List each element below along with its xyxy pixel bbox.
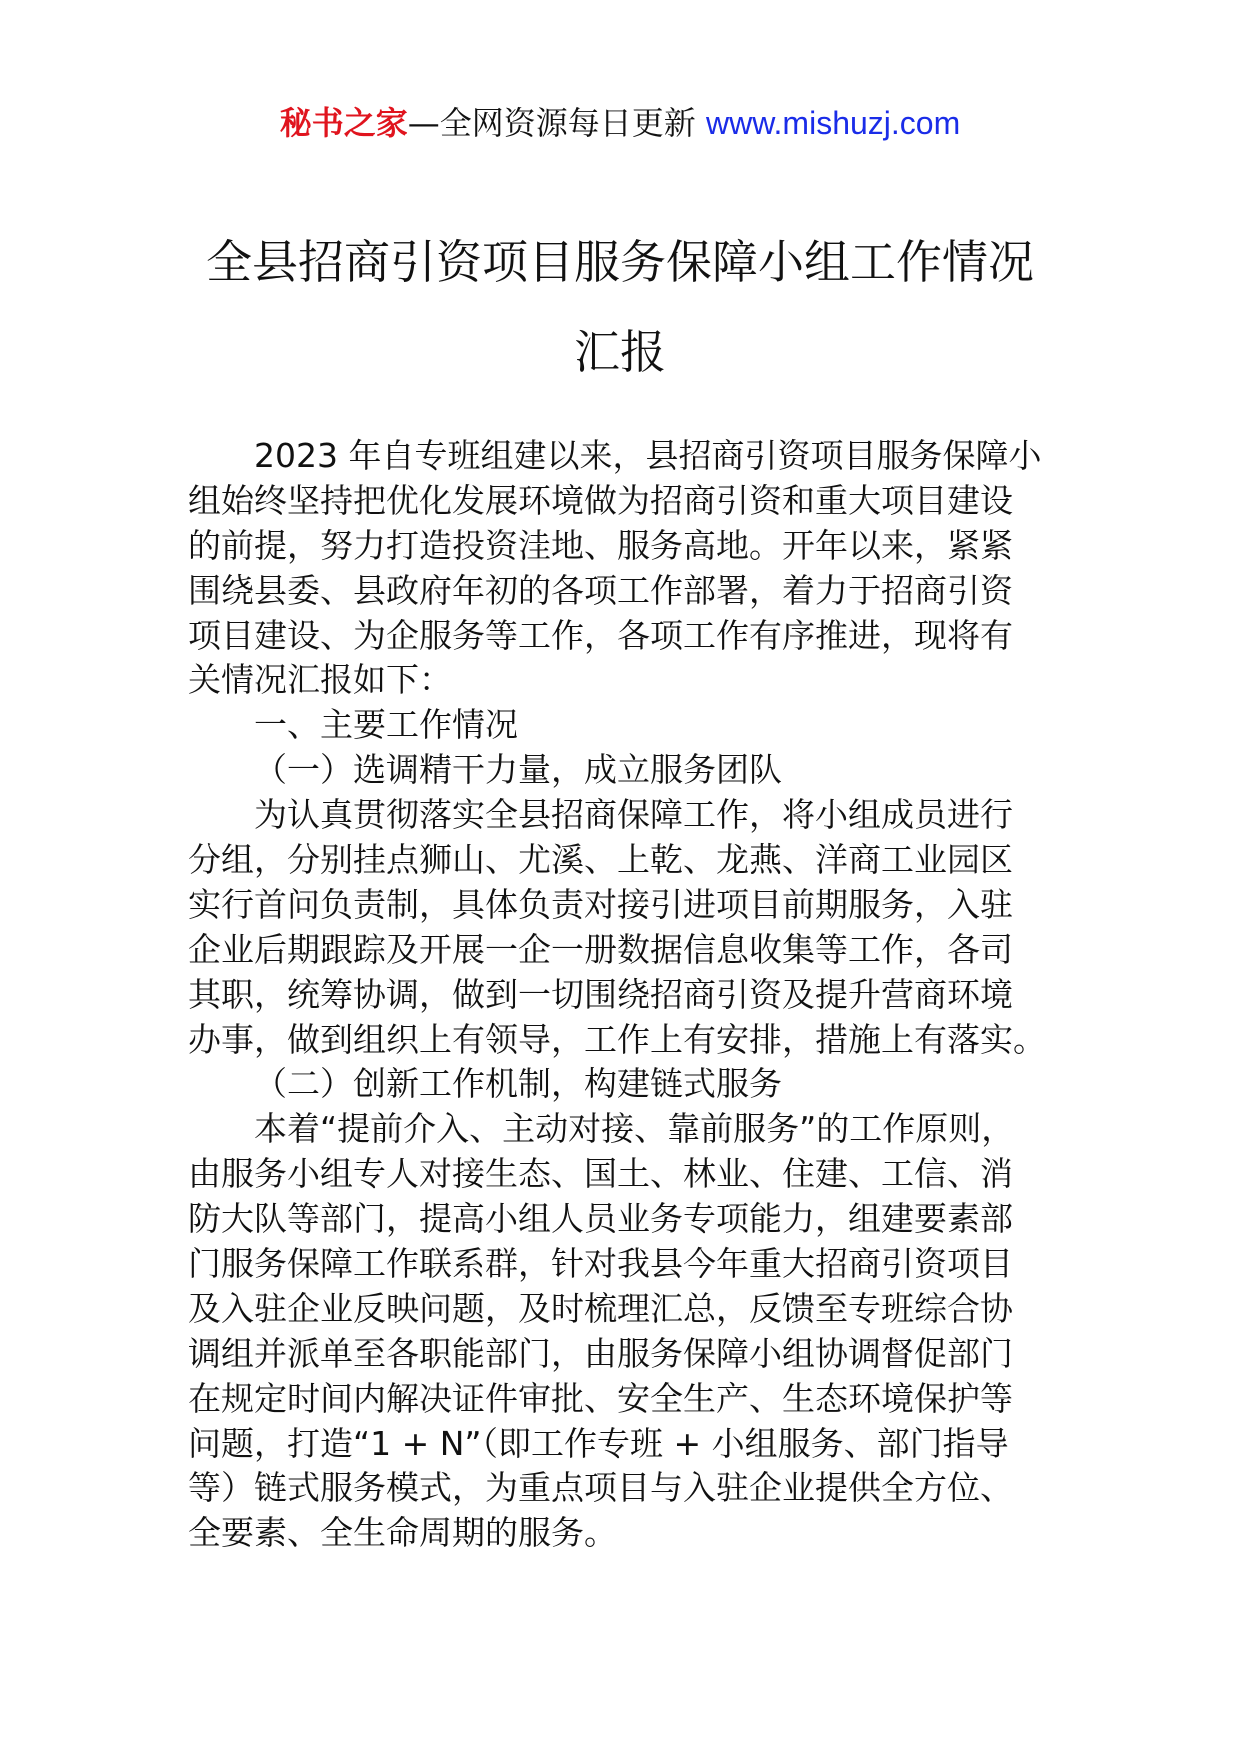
body-line: 门服务保障工作联系群，针对我县今年重大招商引资项目 bbox=[188, 1244, 1013, 1284]
body-line: 为认真贯彻落实全县招商保障工作，将小组成员进行 bbox=[254, 795, 1013, 835]
body-line: 分组，分别挂点狮山、尤溪、上乾、龙燕、洋商工业园区 bbox=[188, 840, 1013, 880]
body-line: 全要素、全生命周期的服务。 bbox=[188, 1513, 617, 1553]
subsection-heading: （二）创新工作机制，构建链式服务 bbox=[254, 1064, 782, 1104]
body-line: 组始终坚持把优化发展环境做为招商引资和重大项目建设 bbox=[188, 480, 1013, 520]
body-line: 及入驻企业反映问题，及时梳理汇总，反馈至专班综合协 bbox=[188, 1288, 1013, 1328]
body-line: 的前提，努力打造投资洼地、服务高地。开年以来，紧紧 bbox=[188, 525, 1013, 565]
body-line: 办事，做到组织上有领导，工作上有安排，措施上有落实。 bbox=[188, 1019, 1046, 1059]
body-line: 由服务小组专人对接生态、国土、林业、住建、工信、消 bbox=[188, 1154, 1013, 1194]
body-line: 等）链式服务模式，为重点项目与入驻企业提供全方位、 bbox=[188, 1468, 1013, 1508]
site-url-link[interactable]: www.mishuzj.com bbox=[705, 105, 961, 141]
body-line: 防大队等部门，提高小组人员业务专项能力，组建要素部 bbox=[188, 1199, 1013, 1239]
site-brand: 秘书之家 bbox=[279, 104, 408, 142]
body-line: 实行首问负责制，具体负责对接引进项目前期服务，入驻 bbox=[188, 884, 1013, 924]
body-line: 2023 年自专班组建以来，县招商引资项目服务保障小 bbox=[254, 436, 1042, 475]
document-body bbox=[188, 434, 1068, 1556]
body-line: 项目建设、为企服务等工作，各项工作有序推进，现将有 bbox=[188, 615, 1013, 655]
body-line: 调组并派单至各职能部门，由服务保障小组协调督促部门 bbox=[188, 1333, 1013, 1373]
body-line: 在规定时间内解决证件审批、安全生产、生态环境保护等 bbox=[188, 1378, 1013, 1418]
body-line: 围绕县委、县政府年初的各项工作部署，着力于招商引资 bbox=[188, 570, 1013, 610]
document-title-line-1: 全县招商引资项目服务保障小组工作情况 bbox=[206, 235, 1034, 289]
body-line: 问题，打造“1 + N”（即工作专班 + 小组服务、部门指导 bbox=[188, 1423, 1009, 1463]
site-header bbox=[0, 98, 1240, 148]
site-tagline: —全网资源每日更新 bbox=[407, 104, 696, 142]
body-line: 企业后期跟踪及开展一企一册数据信息收集等工作，各司 bbox=[188, 929, 1013, 969]
body-line: 关情况汇报如下： bbox=[188, 660, 452, 700]
subsection-heading: （一）选调精干力量，成立服务团队 bbox=[254, 750, 782, 790]
section-heading: 一、主要工作情况 bbox=[254, 705, 518, 745]
body-line: 本着“提前介入、主动对接、靠前服务”的工作原则， bbox=[254, 1109, 1015, 1149]
document-title-line-2: 汇报 bbox=[574, 325, 666, 379]
body-line: 其职，统筹协调，做到一切围绕招商引资及提升营商环境 bbox=[188, 974, 1013, 1014]
